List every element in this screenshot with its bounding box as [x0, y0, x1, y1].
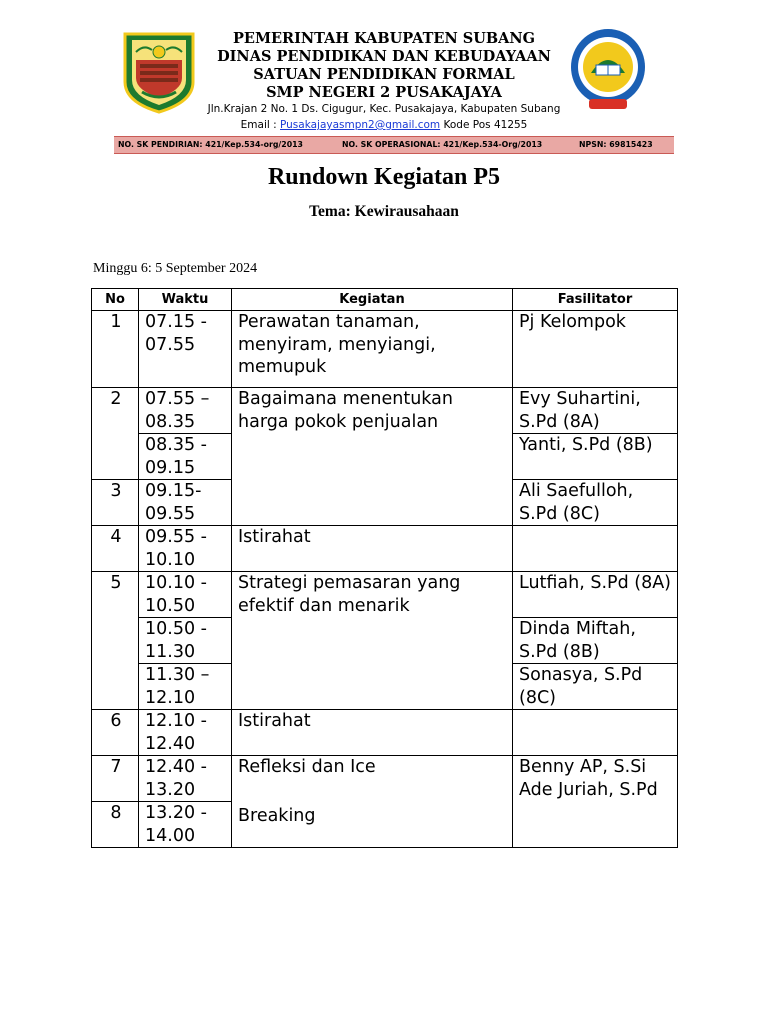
letterhead: [0, 0, 768, 160]
cell-fasilitator: Sonasya, S.Pd (8C): [513, 664, 678, 710]
table-row: [92, 710, 678, 756]
cell-kegiatan: Istirahat: [232, 710, 513, 756]
cell-fasilitator: Pj Kelompok: [513, 311, 678, 388]
email-label: Email :: [240, 119, 277, 131]
table-row: [92, 388, 678, 434]
header-fasilitator: Fasilitator: [513, 289, 678, 311]
table-row: [92, 756, 678, 802]
header-waktu: Waktu: [139, 289, 232, 311]
cell-no: 8: [92, 802, 139, 848]
cell-waktu: 10.50 - 11.30: [139, 618, 232, 664]
cell-fasilitator: Yanti, S.Pd (8B): [513, 434, 678, 480]
cell-kegiatan: Istirahat: [232, 526, 513, 572]
cell-fasilitator: Ali Saefulloh, S.Pd (8C): [513, 480, 678, 526]
sk-pendirian: NO. SK PENDIRIAN: 421/Kep.534-org/2013: [118, 140, 303, 149]
cell-waktu: 11.30 – 12.10: [139, 664, 232, 710]
cell-no: 3: [92, 480, 139, 526]
cell-waktu: 08.35 - 09.15: [139, 434, 232, 480]
cell-fasilitator: Evy Suhartini, S.Pd (8A): [513, 388, 678, 434]
table-row: [92, 311, 678, 388]
email-link[interactable]: Pusakajayasmpn2@gmail.com: [280, 119, 441, 131]
table-row: [92, 572, 678, 618]
table-row: [92, 526, 678, 572]
cell-waktu: 09.55 - 10.10: [139, 526, 232, 572]
npsn: NPSN: 69815423: [579, 140, 653, 149]
cell-waktu: 12.10 - 12.40: [139, 710, 232, 756]
cell-waktu: 07.15 - 07.55: [139, 311, 232, 388]
cell-no: 4: [92, 526, 139, 572]
sk-operasional: NO. SK OPERASIONAL: 421/Kep.534-Org/2013: [342, 140, 543, 149]
cell-kegiatan: [232, 756, 513, 848]
kop-line-1: PEMERINTAH KABUPATEN SUBANG: [232, 30, 535, 47]
header-kegiatan: Kegiatan: [232, 289, 513, 311]
kop-line-2: DINAS PENDIDIKAN DAN KEBUDAYAAN: [217, 48, 551, 65]
cell-waktu: 07.55 – 08.35: [139, 388, 232, 434]
sk-info-bar: [114, 136, 674, 154]
table-header-row: [92, 289, 678, 311]
kegiatan-line-2: Breaking: [238, 805, 316, 826]
school-contact: [0, 119, 768, 131]
cell-kegiatan: Perawatan tanaman, menyiram, menyiangi, memupuk: [232, 311, 513, 388]
cell-kegiatan: Bagaimana menentukan harga pokok penjualan: [232, 388, 513, 526]
postal-code: Kode Pos 41255: [443, 119, 528, 131]
school-address: Jln.Krajan 2 No. 1 Ds. Cigugur, Kec. Pusakajaya, Kabupaten Subang: [207, 103, 561, 115]
cell-no: 6: [92, 710, 139, 756]
document-theme: Tema: Kewirausahaan: [309, 203, 459, 220]
document-title: Rundown Kegiatan P5: [267, 164, 501, 190]
header-no: No: [92, 289, 139, 311]
cell-no: 2: [92, 388, 139, 480]
cell-fasilitator: Benny AP, S.Si Ade Juriah, S.Pd: [513, 756, 678, 848]
kop-line-3: SATUAN PENDIDIKAN FORMAL: [253, 66, 515, 83]
cell-fasilitator: Lutfiah, S.Pd (8A): [513, 572, 678, 618]
cell-waktu: 12.40 - 13.20: [139, 756, 232, 802]
cell-waktu: 10.10 - 10.50: [139, 572, 232, 618]
cell-waktu: 09.15- 09.55: [139, 480, 232, 526]
cell-no: 7: [92, 756, 139, 802]
cell-no: 1: [92, 311, 139, 388]
cell-waktu: 13.20 - 14.00: [139, 802, 232, 848]
cell-kegiatan: Strategi pemasaran yang efektif dan menarik: [232, 572, 513, 710]
kegiatan-line-1: Refleksi dan Ice: [238, 757, 376, 777]
smp-negeri-logo-icon: [569, 27, 647, 111]
cell-fasilitator: Dinda Miftah, S.Pd (8B): [513, 618, 678, 664]
cell-fasilitator: [513, 526, 678, 572]
cell-no: 5: [92, 572, 139, 710]
rundown-table: [91, 288, 678, 848]
week-date: Minggu 6: 5 September 2024: [93, 261, 258, 276]
cell-fasilitator: [513, 710, 678, 756]
school-name: SMP NEGERI 2 PUSAKAJAYA: [266, 84, 502, 101]
